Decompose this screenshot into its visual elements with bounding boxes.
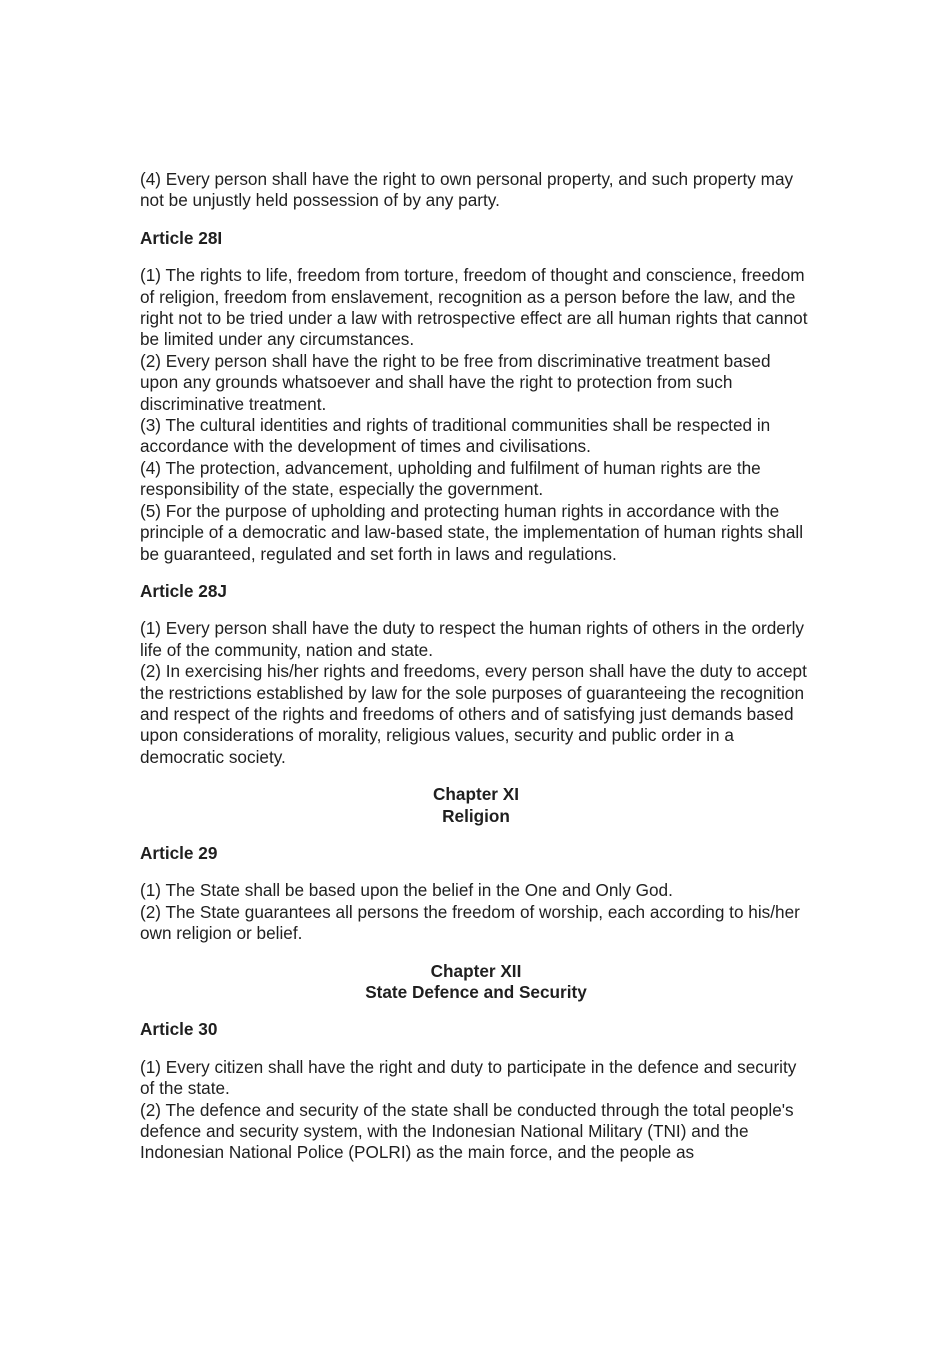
article-28j-body [140, 618, 812, 768]
paragraph-28j-1: (1) Every person shall have the duty to respect the human rights of others in the orderly life of the community, nation and state. [140, 618, 804, 660]
article-29-heading: Article 29 [140, 842, 218, 863]
article-29-body [140, 880, 812, 944]
paragraph-28i-2: (2) Every person shall have the right to be free from discriminative treatment based upon any grounds whatsoever and shall have the right to protection from such discriminative treatment. [140, 350, 771, 414]
article-28h-continuation [140, 169, 812, 212]
chapter-xi-heading [140, 784, 812, 827]
chapter-xii-title: State Defence and Security [365, 982, 587, 1002]
paragraph-28j-2: (2) In exercising his/her rights and freedoms, every person shall have the duty to accept the restrictions established by law for the sole purposes of guaranteeing the recognition and respect of the rights and freedoms of others and of satisfying just demands based upon considerations of morality, religious values, security and public order in a democratic society. [140, 661, 807, 767]
paragraph-29-1: (1) The State shall be based upon the belief in the One and Only God. [140, 880, 673, 901]
chapter-xii-number: Chapter XII [430, 960, 522, 981]
chapter-xi-title: Religion [442, 805, 510, 826]
paragraph-30-2: (2) The defence and security of the state shall be conducted through the total people's defence and security system, with the Indonesian National Military (TNI) and the Indonesian National Police (POLRI) as the main force, and the people as [140, 1099, 794, 1163]
paragraph-28i-4: (4) The protection, advancement, upholding and fulfilment of human rights are the responsibility of the state, especially the government. [140, 457, 761, 500]
article-30-heading: Article 30 [140, 1019, 218, 1040]
article-28j-heading: Article 28J [140, 580, 227, 601]
chapter-xii-heading [140, 961, 812, 1004]
paragraph-30-1: (1) Every citizen shall have the right and duty to participate in the defence and security of the state. [140, 1056, 797, 1099]
paragraph-28h-4: (4) Every person shall have the right to own personal property, and such property may not be unjustly held possession of by any party. [140, 169, 794, 211]
paragraph-28i-3: (3) The cultural identities and rights of traditional communities shall be respected in accordance with the development of times and civilisations. [140, 415, 771, 457]
article-28i-heading: Article 28I [140, 227, 223, 248]
chapter-xi-number: Chapter XI [433, 784, 519, 805]
article-30-body [140, 1057, 812, 1164]
paragraph-29-2: (2) The State guarantees all persons the freedom of worship, each according to his/her own religion or belief. [140, 901, 800, 944]
paragraph-28i-1: (1) The rights to life, freedom from torture, freedom of thought and conscience, freedom of religion, freedom from enslavement, recognition as a person before the law, and the right not to be tried under a law with retrospective effect are all human rights that cannot be limited under any circumstances. [140, 265, 808, 350]
paragraph-28i-5: (5) For the purpose of upholding and protecting human rights in accordance with the principle of a democratic and law-based state, the implementation of human rights shall be guaranteed, regulated and set forth in laws and regulations. [140, 500, 804, 564]
document-page [140, 169, 812, 1180]
article-28i-body [140, 265, 812, 565]
